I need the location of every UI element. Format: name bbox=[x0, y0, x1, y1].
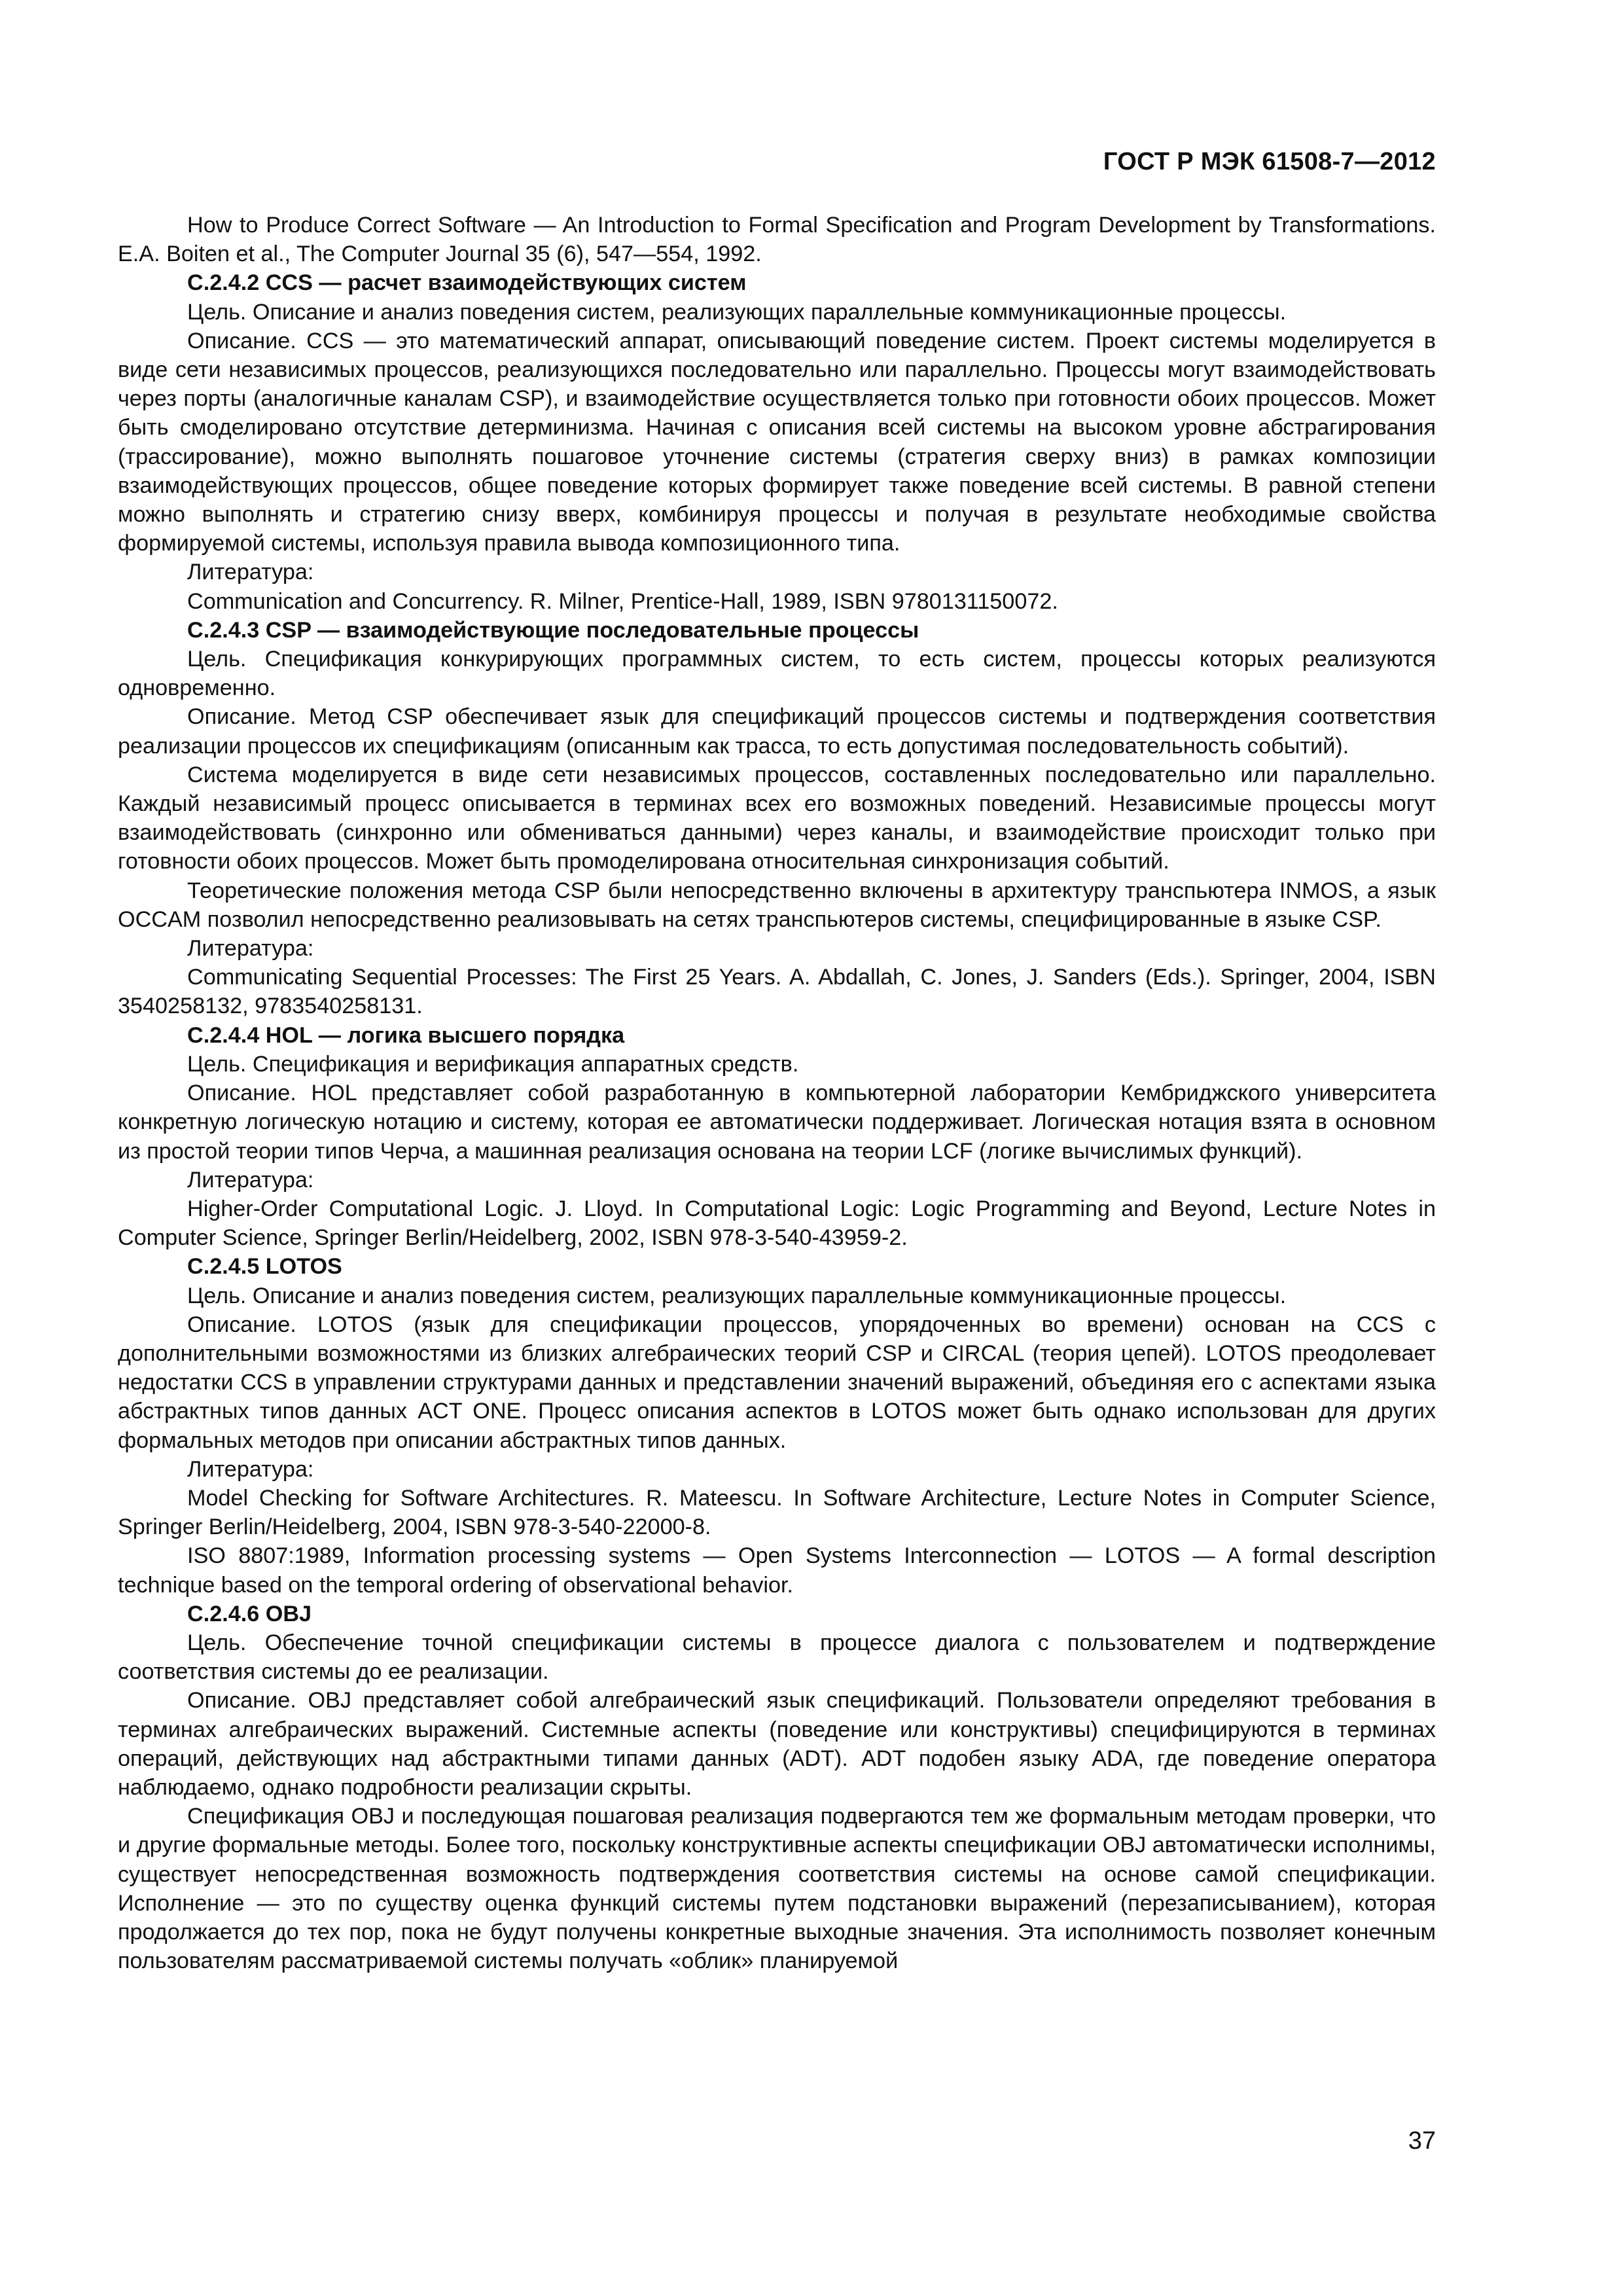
paragraph: Описание. CCS — это математический аппарат, описывающий поведение систем. Проект системы моделируется в виде сети независимых процессов, реализующихся последовательно или параллельно. Процессы могут взаимодействовать через порты (аналогичные каналам CSP), и взаимодействие осуществляется только при готовности обоих процессов. Может быть смоделировано отсутствие детерминизма. Начиная с описания всей системы на высоком уровне абстрагирования (трассирование), можно выполнять пошаговое уточнение системы (стратегия сверху вниз) в рамках композиции взаимодействующих процессов, общее поведение которых формирует также поведение всей системы. В равной степени можно выполнять и стратегию снизу вверх, комбинируя процессы и получая в результате необходимые свойства формируемой системы, используя правила вывода композиционного типа. bbox=[118, 328, 1436, 556]
document-body bbox=[118, 211, 1436, 1975]
paragraph: Communication and Concurrency. R. Milner, Prentice-Hall, 1989, ISBN 9780131150072. bbox=[187, 588, 1058, 614]
paragraph: Communicating Sequential Processes: The First 25 Years. A. Abdallah, C. Jones, J. Sanders (Eds.). Springer, 2004, ISBN 3540258132, 9783540258131. bbox=[118, 965, 1436, 1019]
paragraph: Цель. Описание и анализ поведения систем, реализующих параллельные коммуникационные процессы. bbox=[187, 299, 1287, 325]
paragraph: Model Checking for Software Architectures. R. Mateescu. In Software Architecture, Lecture Notes in Computer Science, Springer Berlin/Heidelberg, 2004, ISBN 978-3-540-22000-8. bbox=[118, 1485, 1436, 1540]
section-heading: C.2.4.6 OBJ bbox=[187, 1601, 312, 1626]
paragraph: Литература: bbox=[187, 936, 314, 961]
paragraph: Спецификация OBJ и последующая пошаговая реализация подвергаются тем же формальным методам проверки, что и другие формальные методы. Более того, поскольку конструктивные аспекты спецификации OBJ автоматически исполнимы, существует непосредственная возможность подтверждения соответствия системы на основе самой спецификации. Исполнение — это по существу оценка функций системы путем подстановки выражений (перезаписыванием), которая продолжается до тех пор, пока не будут получены конкретные выходные значения. Эта исполнимость позволяет конечным пользователям рассматриваемой системы получать «облик» планируемой bbox=[118, 1804, 1436, 1974]
paragraph: Цель. Спецификация конкурирующих программных систем, то есть систем, процессы которых реализуются одновременно. bbox=[118, 647, 1436, 701]
paragraph: How to Produce Correct Software — An Introduction to Formal Specification and Program Development by Transformations. E.A. Boiten et al., The Computer Journal 35 (6), 547—554, 1992. bbox=[118, 213, 1436, 267]
paragraph: Литература: bbox=[187, 1456, 314, 1482]
paragraph: Система моделируется в виде сети независимых процессов, составленных последовательно или параллельно. Каждый независимый процесс описывается в терминах всех его возможных поведений. Независимые процессы могут взаимодействовать (синхронно или обмениваться данными) через каналы, и взаимодействие происходит только при готовности обоих процессов. Может быть промоделирована относительная синхронизация событий. bbox=[118, 762, 1436, 874]
paragraph: Описание. Метод CSP обеспечивает язык для спецификаций процессов системы и подтверждения соответствия реализации процессов их спецификациям (описанным как трасса, то есть допустимая последовательность событий). bbox=[118, 704, 1436, 759]
paragraph: Описание. OBJ представляет собой алгебраический язык спецификаций. Пользователи определяют требования в терминах алгебраических выражений. Системные аспекты (поведение или конструктивы) специфицируются в терминах операций, действующих над абстрактными типами данных (ADT). ADT подобен языку ADA, где поведение оператора наблюдаемо, однако подробности реализации скрыты. bbox=[118, 1688, 1436, 1800]
section-heading: C.2.4.4 HOL — логика высшего порядка bbox=[187, 1022, 625, 1048]
paragraph: ISO 8807:1989, Information processing systems — Open Systems Interconnection — LOTOS — A formal description technique based on the temporal ordering of observational behavior. bbox=[118, 1543, 1436, 1598]
paragraph: Литература: bbox=[187, 1167, 314, 1193]
paragraph: Описание. LOTOS (язык для спецификации процессов, упорядоченных во времени) основан на CCS с дополнительными возможностями из близких алгебраических теорий CSP и CIRCAL (теория цепей). LOTOS преодолевает недостатки CCS в управлении структурами данных и представлении значений выражений, объединяя его с аспектами языка абстрактных типов данных ACT ONE. Процесс описания аспектов в LOTOS может быть однако использован для других формальных методов при описании абстрактных типов данных. bbox=[118, 1312, 1436, 1453]
paragraph: Цель. Описание и анализ поведения систем, реализующих параллельные коммуникационные процессы. bbox=[187, 1283, 1287, 1308]
paragraph: Цель. Обеспечение точной спецификации системы в процессе диалога с пользователем и подтверждение соответствия системы до ее реализации. bbox=[118, 1630, 1436, 1685]
section-heading: C.2.4.5 LOTOS bbox=[187, 1254, 342, 1280]
paragraph: Описание. HOL представляет собой разработанную в компьютерной лаборатории Кембриджского университета конкретную логическую нотацию и систему, которая ее автоматически поддерживает. Логическая нотация взята в основном из простой теории типов Черча, а машинная реализация основана на теории LCF (логике вычислимых функций). bbox=[118, 1081, 1436, 1164]
paragraph: Теоретические положения метода CSP были непосредственно включены в архитектуру транспьютера INMOS, а язык OCCAM позволил непосредственно реализовывать на сетях транспьютеров системы, специфицированные в языке CSP. bbox=[118, 878, 1436, 932]
document-header: ГОСТ Р МЭК 61508-7—2012 bbox=[1103, 148, 1436, 175]
section-heading: C.2.4.2 CCS — расчет взаимодействующих систем bbox=[187, 270, 747, 296]
page-number: 37 bbox=[1408, 2127, 1436, 2155]
section-heading: C.2.4.3 CSP — взаимодействующие последовательные процессы bbox=[187, 617, 919, 643]
paragraph: Литература: bbox=[187, 560, 314, 585]
paragraph: Цель. Спецификация и верификация аппаратных средств. bbox=[187, 1051, 799, 1077]
paragraph: Higher-Order Computational Logic. J. Lloyd. In Computational Logic: Logic Programming and Beyond, Lecture Notes in Computer Science, Springer Berlin/Heidelberg, 2002, ISBN 978-3-540-43959-2. bbox=[118, 1196, 1436, 1251]
